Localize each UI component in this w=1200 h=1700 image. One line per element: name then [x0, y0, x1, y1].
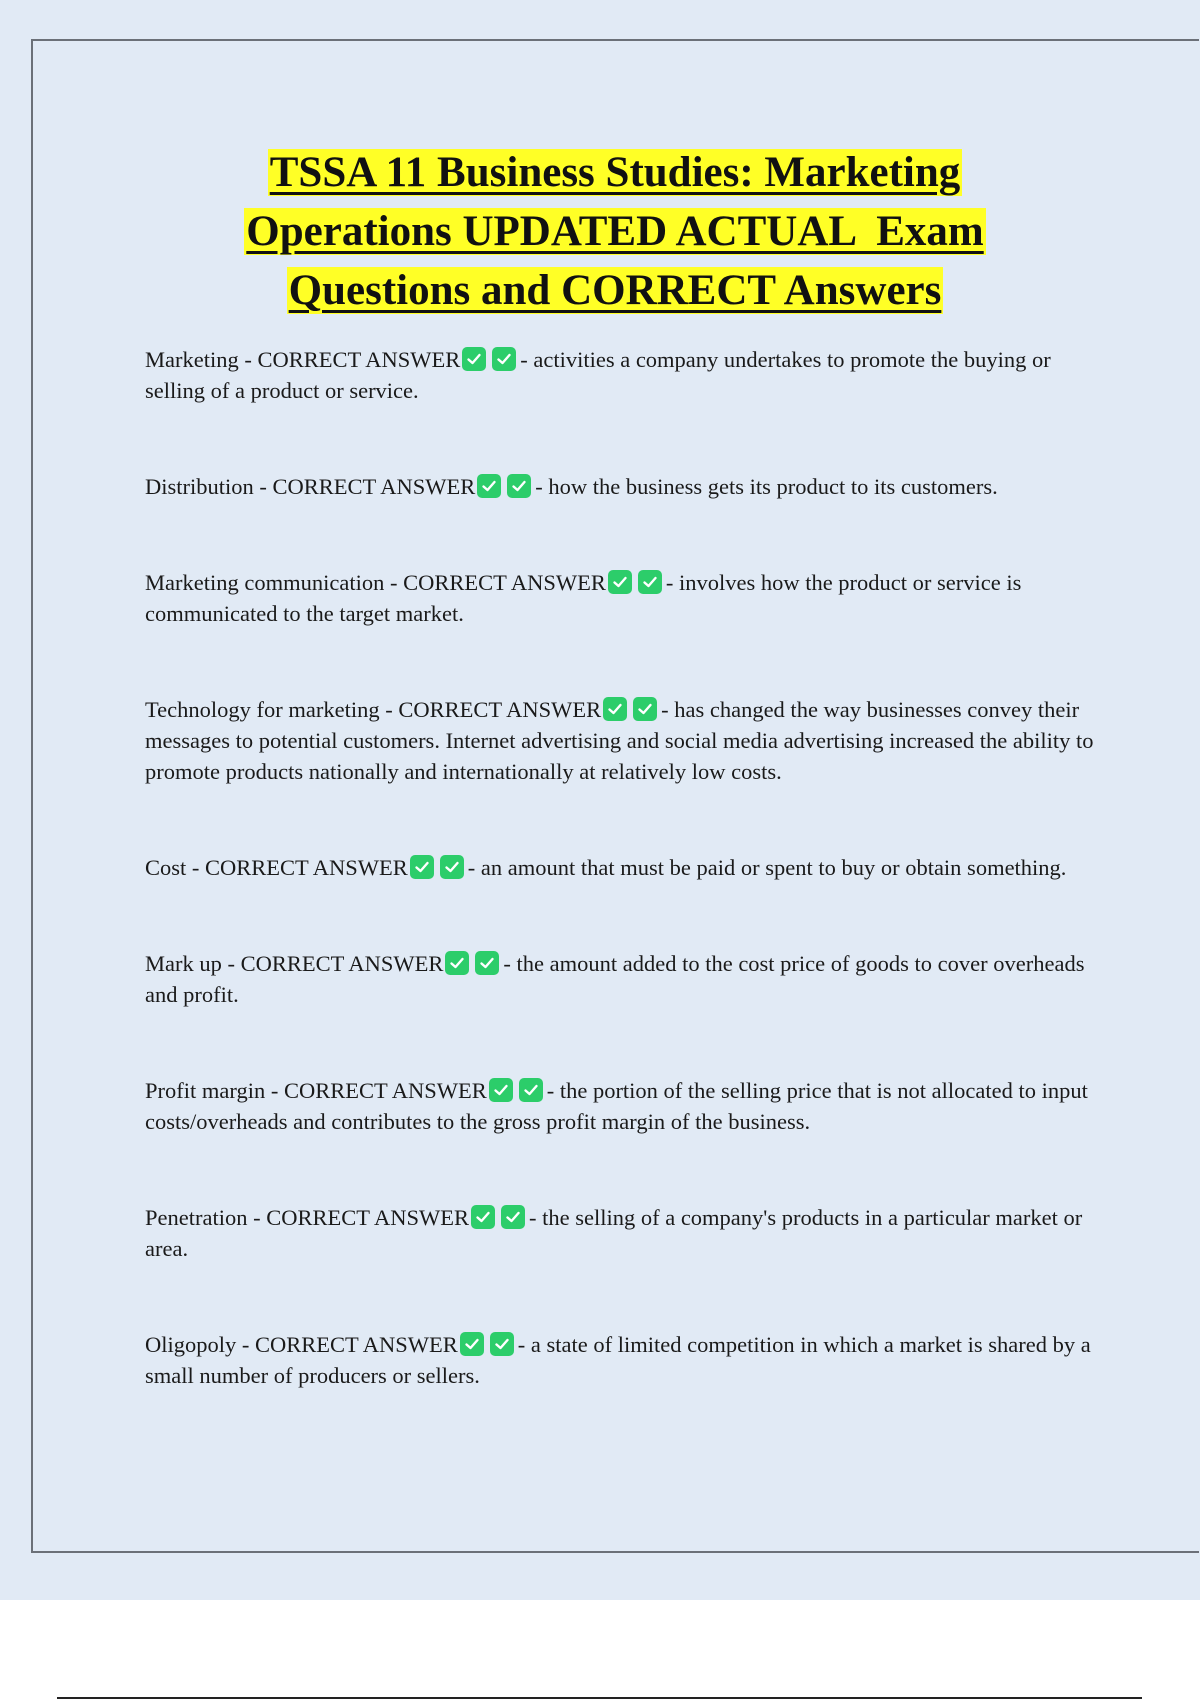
entry-definition: the amount added to the cost price of goods to cover overheads and profit. — [145, 951, 1085, 1007]
entry-definition: the portion of the selling price that is not allocated to input costs/overheads and contributes to the gross profit margin of the business. — [145, 1078, 1088, 1134]
entry-definition: how the business gets its product to its customers. — [548, 474, 998, 499]
footer-divider — [57, 1697, 1142, 1699]
document-title — [130, 143, 1100, 320]
answer-marker: CORRECT ANSWER — [272, 474, 476, 499]
check-mark-icon — [460, 1332, 484, 1356]
qa-entry: Oligopoly - CORRECT ANSWER - a state of limited competition in which a market is shared by a small number of producers or sellers. — [145, 1332, 1091, 1388]
check-mark-icon — [633, 697, 657, 721]
entry-definition: a state of limited competition in which a market is shared by a small number of producers or sellers. — [145, 1332, 1091, 1388]
title-line-2: Operations UPDATED ACTUAL Exam — [246, 208, 984, 255]
title-line-1: TSSA 11 Business Studies: Marketing — [269, 149, 961, 196]
answer-marker: CORRECT ANSWER — [255, 1332, 458, 1357]
entry-term: Marketing communication — [145, 570, 385, 595]
entry-term: Distribution — [145, 474, 254, 499]
check-mark-icon — [410, 855, 434, 879]
check-mark-icon — [492, 347, 516, 371]
qa-entry: Marketing communication - CORRECT ANSWER - involves how the product or service is communicated to the target market. — [145, 570, 1022, 626]
entry-term: Profit margin — [145, 1078, 266, 1103]
qa-entry: Technology for marketing - CORRECT ANSWER - has changed the way businesses convey their messages to potential customers. Internet advertising and social media advertising increased the ability to promote products nationally and internationally at relatively low costs. — [145, 697, 1094, 784]
qa-entry: Marketing - CORRECT ANSWER - activities a company undertakes to promote the buying or selling of a product or service. — [145, 347, 1051, 403]
entry-definition: involves how the product or service is communicated to the target market. — [145, 570, 1022, 626]
answer-marker: CORRECT ANSWER — [398, 697, 602, 722]
entry-term: Technology for marketing — [145, 697, 380, 722]
qa-entry: Cost - CORRECT ANSWER - an amount that must be paid or spent to buy or obtain something. — [145, 855, 1067, 880]
check-mark-icon — [440, 855, 464, 879]
check-mark-icon — [471, 1205, 495, 1229]
entry-term: Cost — [145, 855, 187, 880]
check-mark-icon — [490, 1332, 514, 1356]
answer-marker: CORRECT ANSWER — [205, 855, 408, 880]
check-mark-icon — [489, 1078, 513, 1102]
qa-entry: Mark up - CORRECT ANSWER - the amount added to the cost price of goods to cover overheads and profit. — [145, 951, 1085, 1007]
entry-definition: activities a company undertakes to promote the buying or selling of a product or service. — [145, 347, 1051, 403]
check-mark-icon — [445, 951, 469, 975]
entry-definition: has changed the way businesses convey their messages to potential customers. Internet advertising and social media advertising increased the ability to promote products nationally and internationally at relatively low costs. — [145, 697, 1094, 784]
entry-definition: the selling of a company's products in a particular market or area. — [145, 1205, 1083, 1261]
qa-entry: Profit margin - CORRECT ANSWER - the portion of the selling price that is not allocated to input costs/overheads and contributes to the gross profit margin of the business. — [145, 1078, 1088, 1134]
answer-marker: CORRECT ANSWER — [403, 570, 606, 595]
check-mark-icon — [603, 697, 627, 721]
entry-definition: an amount that must be paid or spent to buy or obtain something. — [480, 855, 1067, 880]
check-mark-icon — [507, 474, 531, 498]
qa-entry: Penetration - CORRECT ANSWER - the selling of a company's products in a particular market or area. — [145, 1205, 1083, 1261]
check-mark-icon — [638, 570, 662, 594]
entry-term: Marketing — [145, 347, 239, 372]
check-mark-icon — [462, 347, 486, 371]
check-mark-icon — [608, 570, 632, 594]
answer-marker: CORRECT ANSWER — [266, 1205, 469, 1230]
title-line-3: Questions and CORRECT Answers — [288, 267, 942, 314]
qa-entry: Distribution - CORRECT ANSWER - how the business gets its product to its customers. — [145, 474, 998, 499]
qa-list — [145, 344, 1095, 1456]
entry-term: Oligopoly — [145, 1332, 237, 1357]
entry-term: Mark up — [145, 951, 222, 976]
check-mark-icon — [519, 1078, 543, 1102]
answer-marker: CORRECT ANSWER — [283, 1078, 487, 1103]
answer-marker: CORRECT ANSWER — [240, 951, 444, 976]
entry-term: Penetration — [145, 1205, 248, 1230]
answer-marker: CORRECT ANSWER — [257, 347, 461, 372]
check-mark-icon — [477, 474, 501, 498]
check-mark-icon — [475, 951, 499, 975]
check-mark-icon — [501, 1205, 525, 1229]
